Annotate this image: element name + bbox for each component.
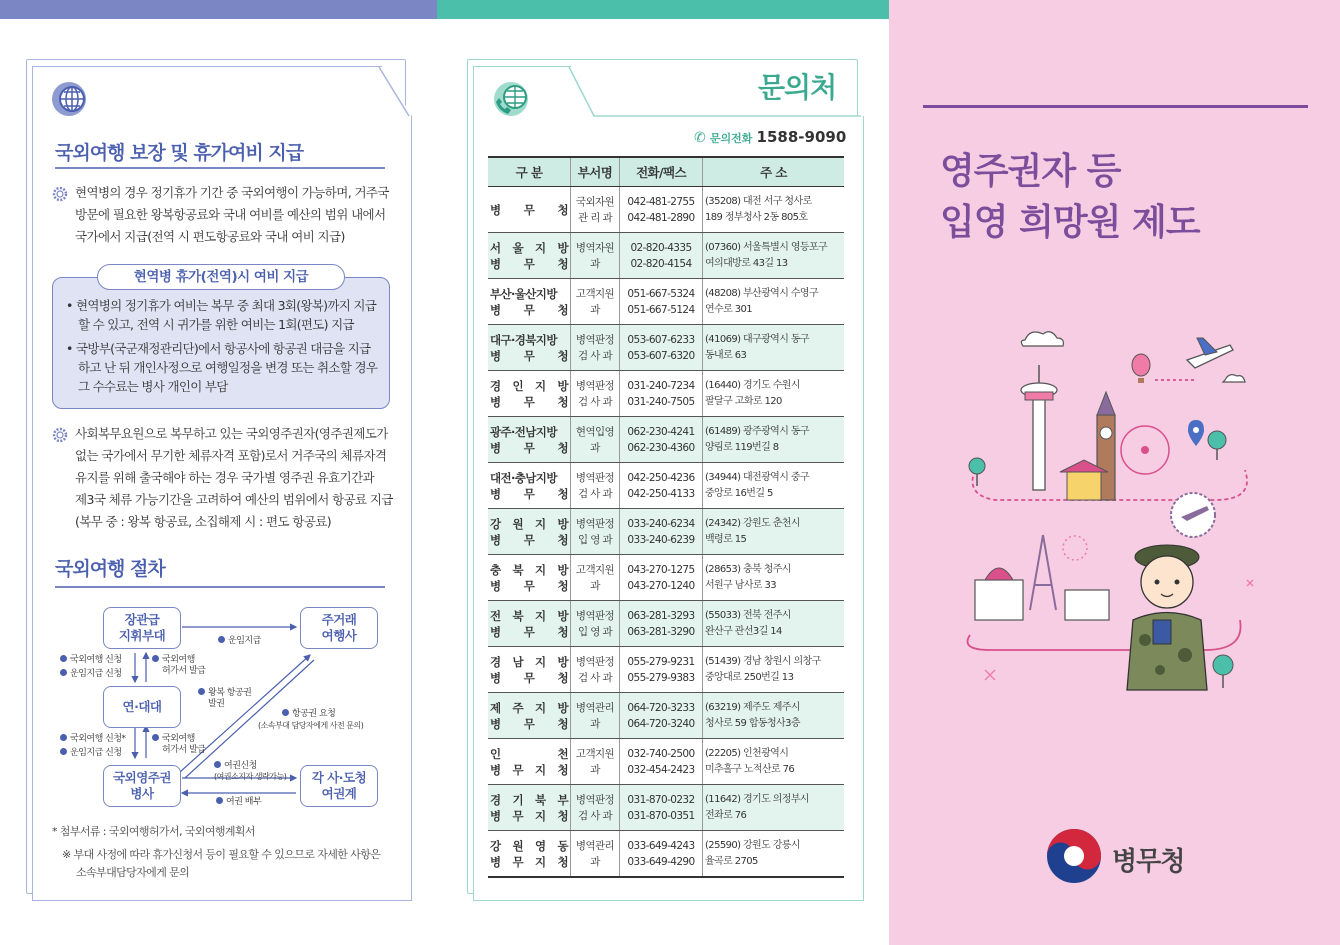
table-row: [488, 647, 844, 693]
cell-dept: 병역판정 입 영 과: [571, 601, 620, 647]
section-rule: [55, 167, 385, 169]
cell-tel: 031-240-7234 031-240-7505: [620, 371, 703, 417]
cog-bullet-icon: [52, 186, 68, 202]
cell-org: 대전·충남지방 병 무 청: [488, 463, 571, 509]
cell-addr: (61489) 광주광역시 동구 양림로 119번길 8: [703, 417, 845, 463]
travel-soldier-illustration: [955, 320, 1275, 710]
table-row: [488, 693, 844, 739]
cell-dept: 국외자원 관 리 과: [571, 187, 620, 233]
cover-title-line1: 영주권자 등: [940, 151, 1121, 192]
cell-addr: (24342) 강원도 춘천시 백령로 15: [703, 509, 845, 555]
phone-globe-icon: [490, 78, 532, 120]
cell-org: 병 무 청: [488, 187, 571, 233]
phone-info: ✆ 문의전화 1588-9090: [694, 128, 847, 146]
cell-dept: 고객지원과: [571, 279, 620, 325]
flow-note-passport-sub: (여권소지자 생략가능): [214, 772, 287, 781]
cell-dept: 고객지원과: [571, 739, 620, 785]
cell-dept: 병역관리과: [571, 693, 620, 739]
cell-dept: 병역판정 검 사 과: [571, 647, 620, 693]
cell-org: 경 기 북 부 병 무 지 청: [488, 785, 571, 831]
table-row: [488, 601, 844, 647]
cell-org: 전 북 지 방 병 무 청: [488, 601, 571, 647]
cover-title-line2: 입영 희망원 제도: [940, 202, 1200, 243]
cell-dept: 병역판정 입 영 과: [571, 509, 620, 555]
cell-org: 경 인 지 방 병 무 청: [488, 371, 571, 417]
cell-tel: 02-820-4335 02-820-4154: [620, 233, 703, 279]
table-row: [488, 785, 844, 831]
cell-dept: 병역판정 검 사 과: [571, 371, 620, 417]
cell-tel: 042-250-4236 042-250-4133: [620, 463, 703, 509]
table-row: [488, 509, 844, 555]
flow-note-permit1: 국외여행 허가서 발급: [152, 655, 205, 677]
cell-dept: 병역판정 검 사 과: [571, 785, 620, 831]
cell-addr: (63219) 제주도 제주시 청사로 59 합동청사3층: [703, 693, 845, 739]
cell-tel: 055-279-9231 055-279-9383: [620, 647, 703, 693]
contact-title: 문의처: [758, 71, 837, 104]
cell-addr: (07360) 서울특별시 영등포구 여의대방로 43길 13: [703, 233, 845, 279]
cell-tel: 064-720-3233 064-720-3240: [620, 693, 703, 739]
table-row: [488, 371, 844, 417]
cell-org: 서 울 지 방 병 무 청: [488, 233, 571, 279]
cell-org: 부산·울산지방 병 무 청: [488, 279, 571, 325]
col-header: 구 분: [488, 157, 571, 187]
table-row: [488, 463, 844, 509]
cell-addr: (35208) 대전 서구 청사로 189 정부청사 2동 805호: [703, 187, 845, 233]
cell-tel: 033-240-6234 033-240-6239: [620, 509, 703, 555]
section-rule: [55, 586, 385, 588]
table-row: [488, 325, 844, 371]
flow-note-apply1: 국외여행 신청: [60, 655, 122, 666]
paragraph-social-service: 사회복무요원으로 복무하고 있는 국외영주권자(영주권제도가 없는 국가에서 무기한 체류자격 포함)로서 거주국의 체류자격 유지를 위해 출국해야 하는 경우 국가별 영주권 유효기간과 제3국 체류 가능기간을 고려하여 예산의 범위에서 항공료 지급 (복무 중 : 왕복 항공료, 소집해제 시 : 편도 항공료): [75, 426, 393, 529]
cell-tel: 043-270-1275 043-270-1240: [620, 555, 703, 601]
cover-rule: [923, 105, 1308, 108]
cell-dept: 병역판정 검 사 과: [571, 325, 620, 371]
cell-tel: 042-481-2755 042-481-2890: [620, 187, 703, 233]
flow-note-issue: 여권 배부: [216, 797, 261, 808]
footnote-inquiry: ※ 부대 사정에 따라 휴가신청서 등이 필요할 수 있으므로 자세한 사항은 소속부대담당자에게 문의: [62, 848, 381, 879]
section-title-procedure: 국외여행 절차: [55, 558, 165, 580]
cell-org: 광주·전남지방 병 무 청: [488, 417, 571, 463]
cell-org: 강 원 영 동 병 무 지 청: [488, 831, 571, 878]
table-row: [488, 739, 844, 785]
taegeuk-logo-icon: [1046, 828, 1102, 884]
cell-tel: 033-649-4243 033-649-4290: [620, 831, 703, 878]
footnote-attachments: * 첨부서류 : 국외여행허가서, 국외여행계획서: [52, 825, 255, 838]
cell-tel: 062-230-4241 062-230-4360: [620, 417, 703, 463]
flow-note-permit2: 국외여행 허가서 발급: [152, 734, 205, 756]
section-title-travel-support: 국외여행 보장 및 휴가여비 지급: [55, 142, 304, 164]
cell-addr: (51439) 경남 창원시 의창구 중앙대로 250번길 13: [703, 647, 845, 693]
mma-logo-text: 병무청: [1112, 847, 1185, 877]
flow-note-apply2: 국외여행 신청*: [60, 734, 126, 745]
cell-addr: (41069) 대구광역시 동구 동내로 63: [703, 325, 845, 371]
cell-addr: (28653) 충북 청주시 서원구 남사로 33: [703, 555, 845, 601]
flow-box-soldier: 국외영주권 병사: [103, 765, 181, 807]
gear-globe-icon: [48, 78, 90, 120]
cell-org: 대구·경북지방 병 무 청: [488, 325, 571, 371]
paragraph-active-duty: 현역병의 경우 정기휴가 기간 중 국외여행이 가능하며, 거주국 방문에 필요한 왕복항공료와 국내 여비를 예산의 범위 내에서 국가에서 지급(전역 시 편도항공료와 국내 여비 지급): [75, 185, 389, 244]
table-row: [488, 831, 844, 878]
cell-addr: (55033) 전북 전주시 완산구 관선3길 14: [703, 601, 845, 647]
cell-org: 인 천 병 무 지 청: [488, 739, 571, 785]
table-row: [488, 187, 844, 233]
cell-dept: 병역관리과: [571, 831, 620, 878]
box-bullet-2: • 국방부(국군재정관리단)에서 항공사에 항공권 대금을 지급 하고 난 뒤 개인사정으로 여행일정을 변경 또는 취소할 경우 그 수수료는 병사 개인이 부담: [66, 341, 378, 394]
cell-dept: 병역자원과: [571, 233, 620, 279]
table-row: [488, 555, 844, 601]
cell-addr: (16440) 경기도 수원시 팔달구 고화로 120: [703, 371, 845, 417]
cell-dept: 병역판정 검 사 과: [571, 463, 620, 509]
table-row: [488, 279, 844, 325]
flow-box-travel-agency: 주거래 여행사: [300, 607, 378, 649]
top-bar-purple: [0, 0, 437, 19]
cell-dept: 고객지원과: [571, 555, 620, 601]
table-row: [488, 233, 844, 279]
cell-org: 제 주 지 방 병 무 청: [488, 693, 571, 739]
cell-addr: (34944) 대전광역시 중구 중앙로 16번길 5: [703, 463, 845, 509]
cell-dept: 현역입영과: [571, 417, 620, 463]
box-bullet-1: • 현역병의 정기휴가 여비는 복무 중 최대 3회(왕복)까지 지급 할 수 있고, 전역 시 귀가를 위한 여비는 1회(편도) 지급: [66, 298, 377, 332]
flow-note-request-sub: (소속부대 담당자에게 사전 문의): [258, 721, 364, 730]
flow-box-command: 장관급 지휘부대: [103, 607, 181, 649]
col-header: 주 소: [703, 157, 845, 187]
cell-org: 경 남 지 방 병 무 청: [488, 647, 571, 693]
flow-note-request: 항공권 요청: [282, 709, 335, 720]
cell-tel: 053-607-6233 053-607-6320: [620, 325, 703, 371]
cell-tel: 051-667-5324 051-667-5124: [620, 279, 703, 325]
col-header: 전화/팩스: [620, 157, 703, 187]
phone-icon: ✆: [694, 130, 706, 146]
cell-org: 강 원 지 방 병 무 청: [488, 509, 571, 555]
cell-addr: (11642) 경기도 의정부시 전좌로 76: [703, 785, 845, 831]
box-label: 현역병 휴가(전역)시 여비 지급: [97, 264, 345, 290]
flow-note-passport: 여권신청: [214, 761, 257, 772]
flow-note-fare1: 운임지급 신청: [60, 669, 122, 680]
flow-box-passport-office: 각 사·도청 여권계: [300, 765, 378, 807]
flow-box-unit: 연·대대: [103, 686, 181, 728]
col-header: 부서명: [571, 157, 620, 187]
cell-org: 충 북 지 방 병 무 청: [488, 555, 571, 601]
cell-tel: 032-740-2500 032-454-2423: [620, 739, 703, 785]
cell-addr: (25590) 강원도 강릉시 율곡로 2705: [703, 831, 845, 878]
cell-addr: (48208) 부산광역시 수영구 연수로 301: [703, 279, 845, 325]
cell-tel: 063-281-3293 063-281-3290: [620, 601, 703, 647]
flow-note-fund: 운임지급: [218, 636, 261, 647]
flow-note-ticket: 왕복 항공권 발권: [198, 688, 251, 710]
cell-addr: (22205) 인천광역시 미추홀구 노적산로 76: [703, 739, 845, 785]
top-bar-teal: [437, 0, 889, 19]
cell-tel: 031-870-0232 031-870-0351: [620, 785, 703, 831]
contact-table: [488, 156, 844, 878]
flow-note-fare2: 운임지급 신청: [60, 748, 122, 759]
table-row: [488, 417, 844, 463]
cog-bullet-icon: [52, 427, 68, 443]
